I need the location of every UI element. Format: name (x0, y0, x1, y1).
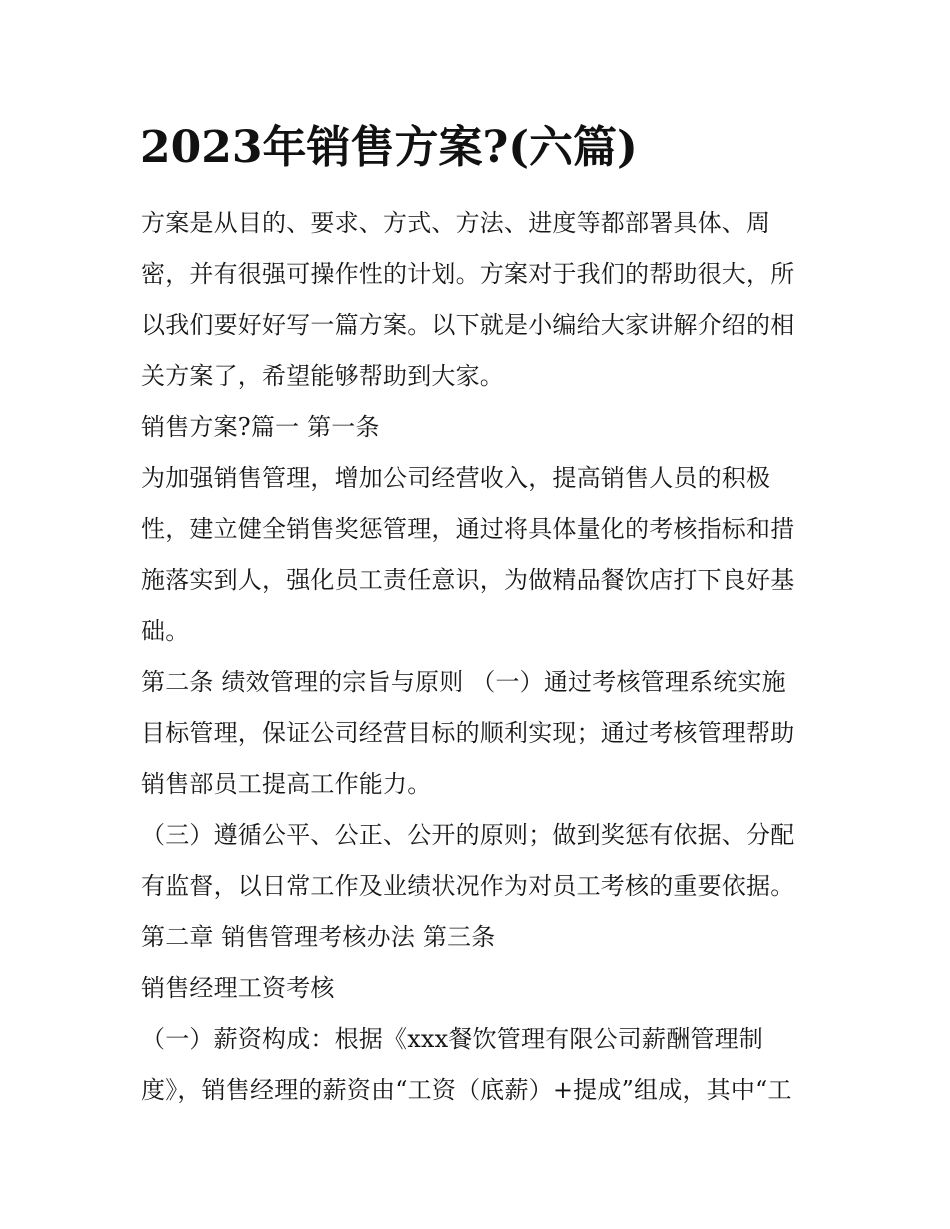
paragraph-line: （三）遵循公平、公正、公开的原则；做到奖惩有依据、分配 (141, 821, 795, 849)
paragraph-line: 目标管理，保证公司经营目标的顺利实现；通过考核管理帮助 (141, 719, 795, 747)
paragraph-line: 密，并有很强可操作性的计划。方案对于我们的帮助很大，所 (141, 260, 795, 288)
paragraph-line: 施落实到人，强化员工责任意识，为做精品餐饮店打下良好基 (141, 566, 795, 594)
paragraph-line: 第二条 绩效管理的宗旨与原则 （一）通过考核管理系统实施 (141, 668, 786, 696)
paragraph-line: 销售部员工提高工作能力。 (141, 770, 432, 798)
paragraph-line: （一）薪资构成：根据《xxx餐饮管理有限公司薪酬管理制 (141, 1025, 764, 1053)
section-heading: 第二章 销售管理考核办法 第三条 (141, 923, 496, 951)
paragraph-line: 以我们要好好写一篇方案。以下就是小编给大家讲解介绍的相 (141, 311, 795, 339)
section-heading: 销售方案?篇一 第一条 (141, 413, 380, 441)
paragraph-line: 础。 (141, 617, 190, 645)
paragraph-line: 性，建立健全销售奖惩管理，通过将具体量化的考核指标和措 (141, 515, 795, 543)
paragraph-line: 方案是从目的、要求、方式、方法、进度等都部署具体、周 (141, 209, 771, 237)
document-title: 2023年销售方案?(六篇) (140, 122, 638, 173)
paragraph-line: 关方案了，希望能够帮助到大家。 (141, 362, 504, 390)
section-heading: 销售经理工资考核 (141, 974, 335, 1002)
paragraph-line: 度》，销售经理的薪资由“工资（底薪）+提成”组成，其中“工 (141, 1076, 792, 1104)
paragraph-line: 为加强销售管理，增加公司经营收入，提高销售人员的积极 (141, 464, 771, 492)
paragraph-line: 有监督，以日常工作及业绩状况作为对员工考核的重要依据。 (141, 872, 795, 900)
document-body (141, 202, 817, 1120)
